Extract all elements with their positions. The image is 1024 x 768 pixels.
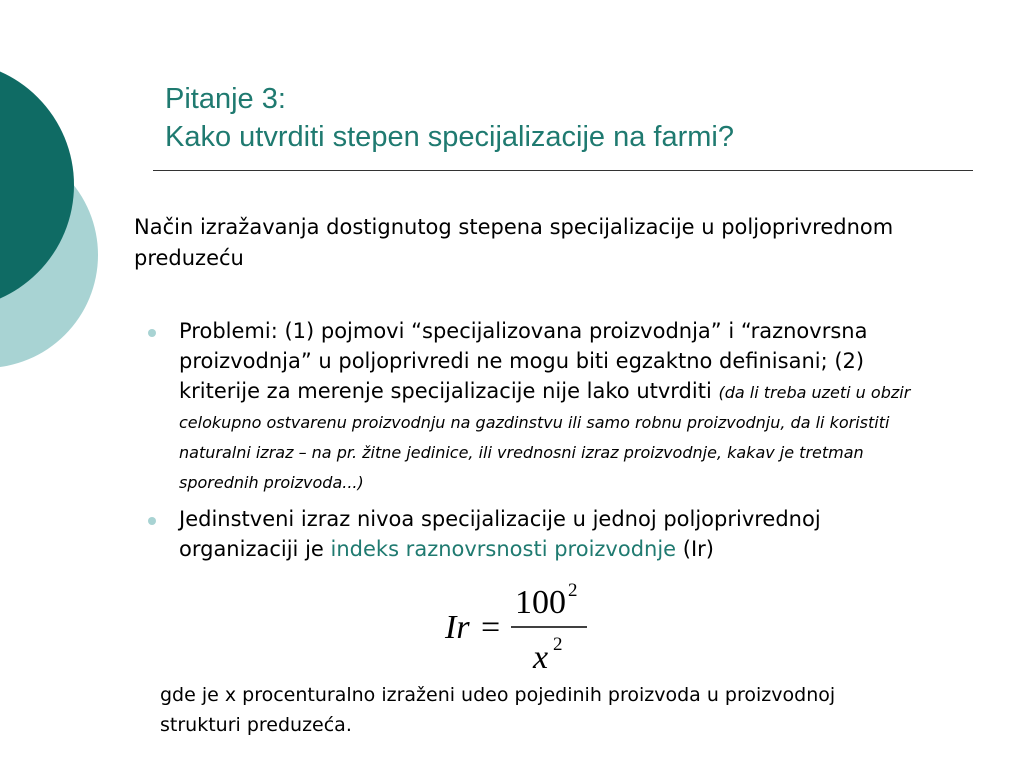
formula-denominator-exponent: 2 [553,634,563,655]
bullet-dot-icon [148,517,156,525]
slide-title [165,80,734,156]
formula-lhs: Ir [445,609,470,646]
formula [445,576,605,676]
bullet-item-problems [145,316,945,496]
title-line-2: Kako utvrditi stepen specijalizacije na farmi? [165,121,734,153]
formula-numerator: 100 [515,584,566,621]
bullet-problems-note: (da li treba uzeti u obzir celokupno ostvarenu proizvodnju na gazdinstvu ili samo robnu proizvodnju, da li koristiti naturalni izraz – na pr. žitne jedinice, ili vrednosni izraz proizvodnje, kakav je tretman sporednih proizvoda...) [179,383,911,492]
bullet-index-highlight: indeks raznovrsnosti proizvodnje [330,537,677,561]
bullet-dot-icon [148,329,156,337]
intro-text: Način izražavanja dostignutog stepena specijalizacije u poljoprivrednom preduzeću [134,215,894,270]
bullet-item-index [145,504,945,564]
bullet-index-text: Jedinstveni izraz nivoa specijalizacije u jednoj poljoprivrednoj organizaciji je [179,507,821,561]
bullet-index-suffix: (Ir) [682,537,714,561]
formula-numerator-exponent: 2 [568,580,578,601]
formula-equals: = [481,609,501,646]
title-line-1: Pitanje 3: [165,83,286,115]
footnote-text: gde je x procenturalno izraženi udeo pojedinih proizvoda u proizvodnoj strukturi preduzeća. [160,684,836,736]
title-divider [153,170,973,171]
decorative-circles [0,0,110,420]
bullet-problems-text: Problemi: (1) pojmovi “specijalizovana proizvodnja” i “raznovrsna proizvodnja” u poljoprivredi ne mogu biti egzaktno definisani; (2) kriterije za merenje specijalizacije nije lako utvrditi [179,319,868,403]
bullet-list [145,316,945,572]
formula-denominator: x [533,639,549,676]
formula-graphic [445,576,605,676]
